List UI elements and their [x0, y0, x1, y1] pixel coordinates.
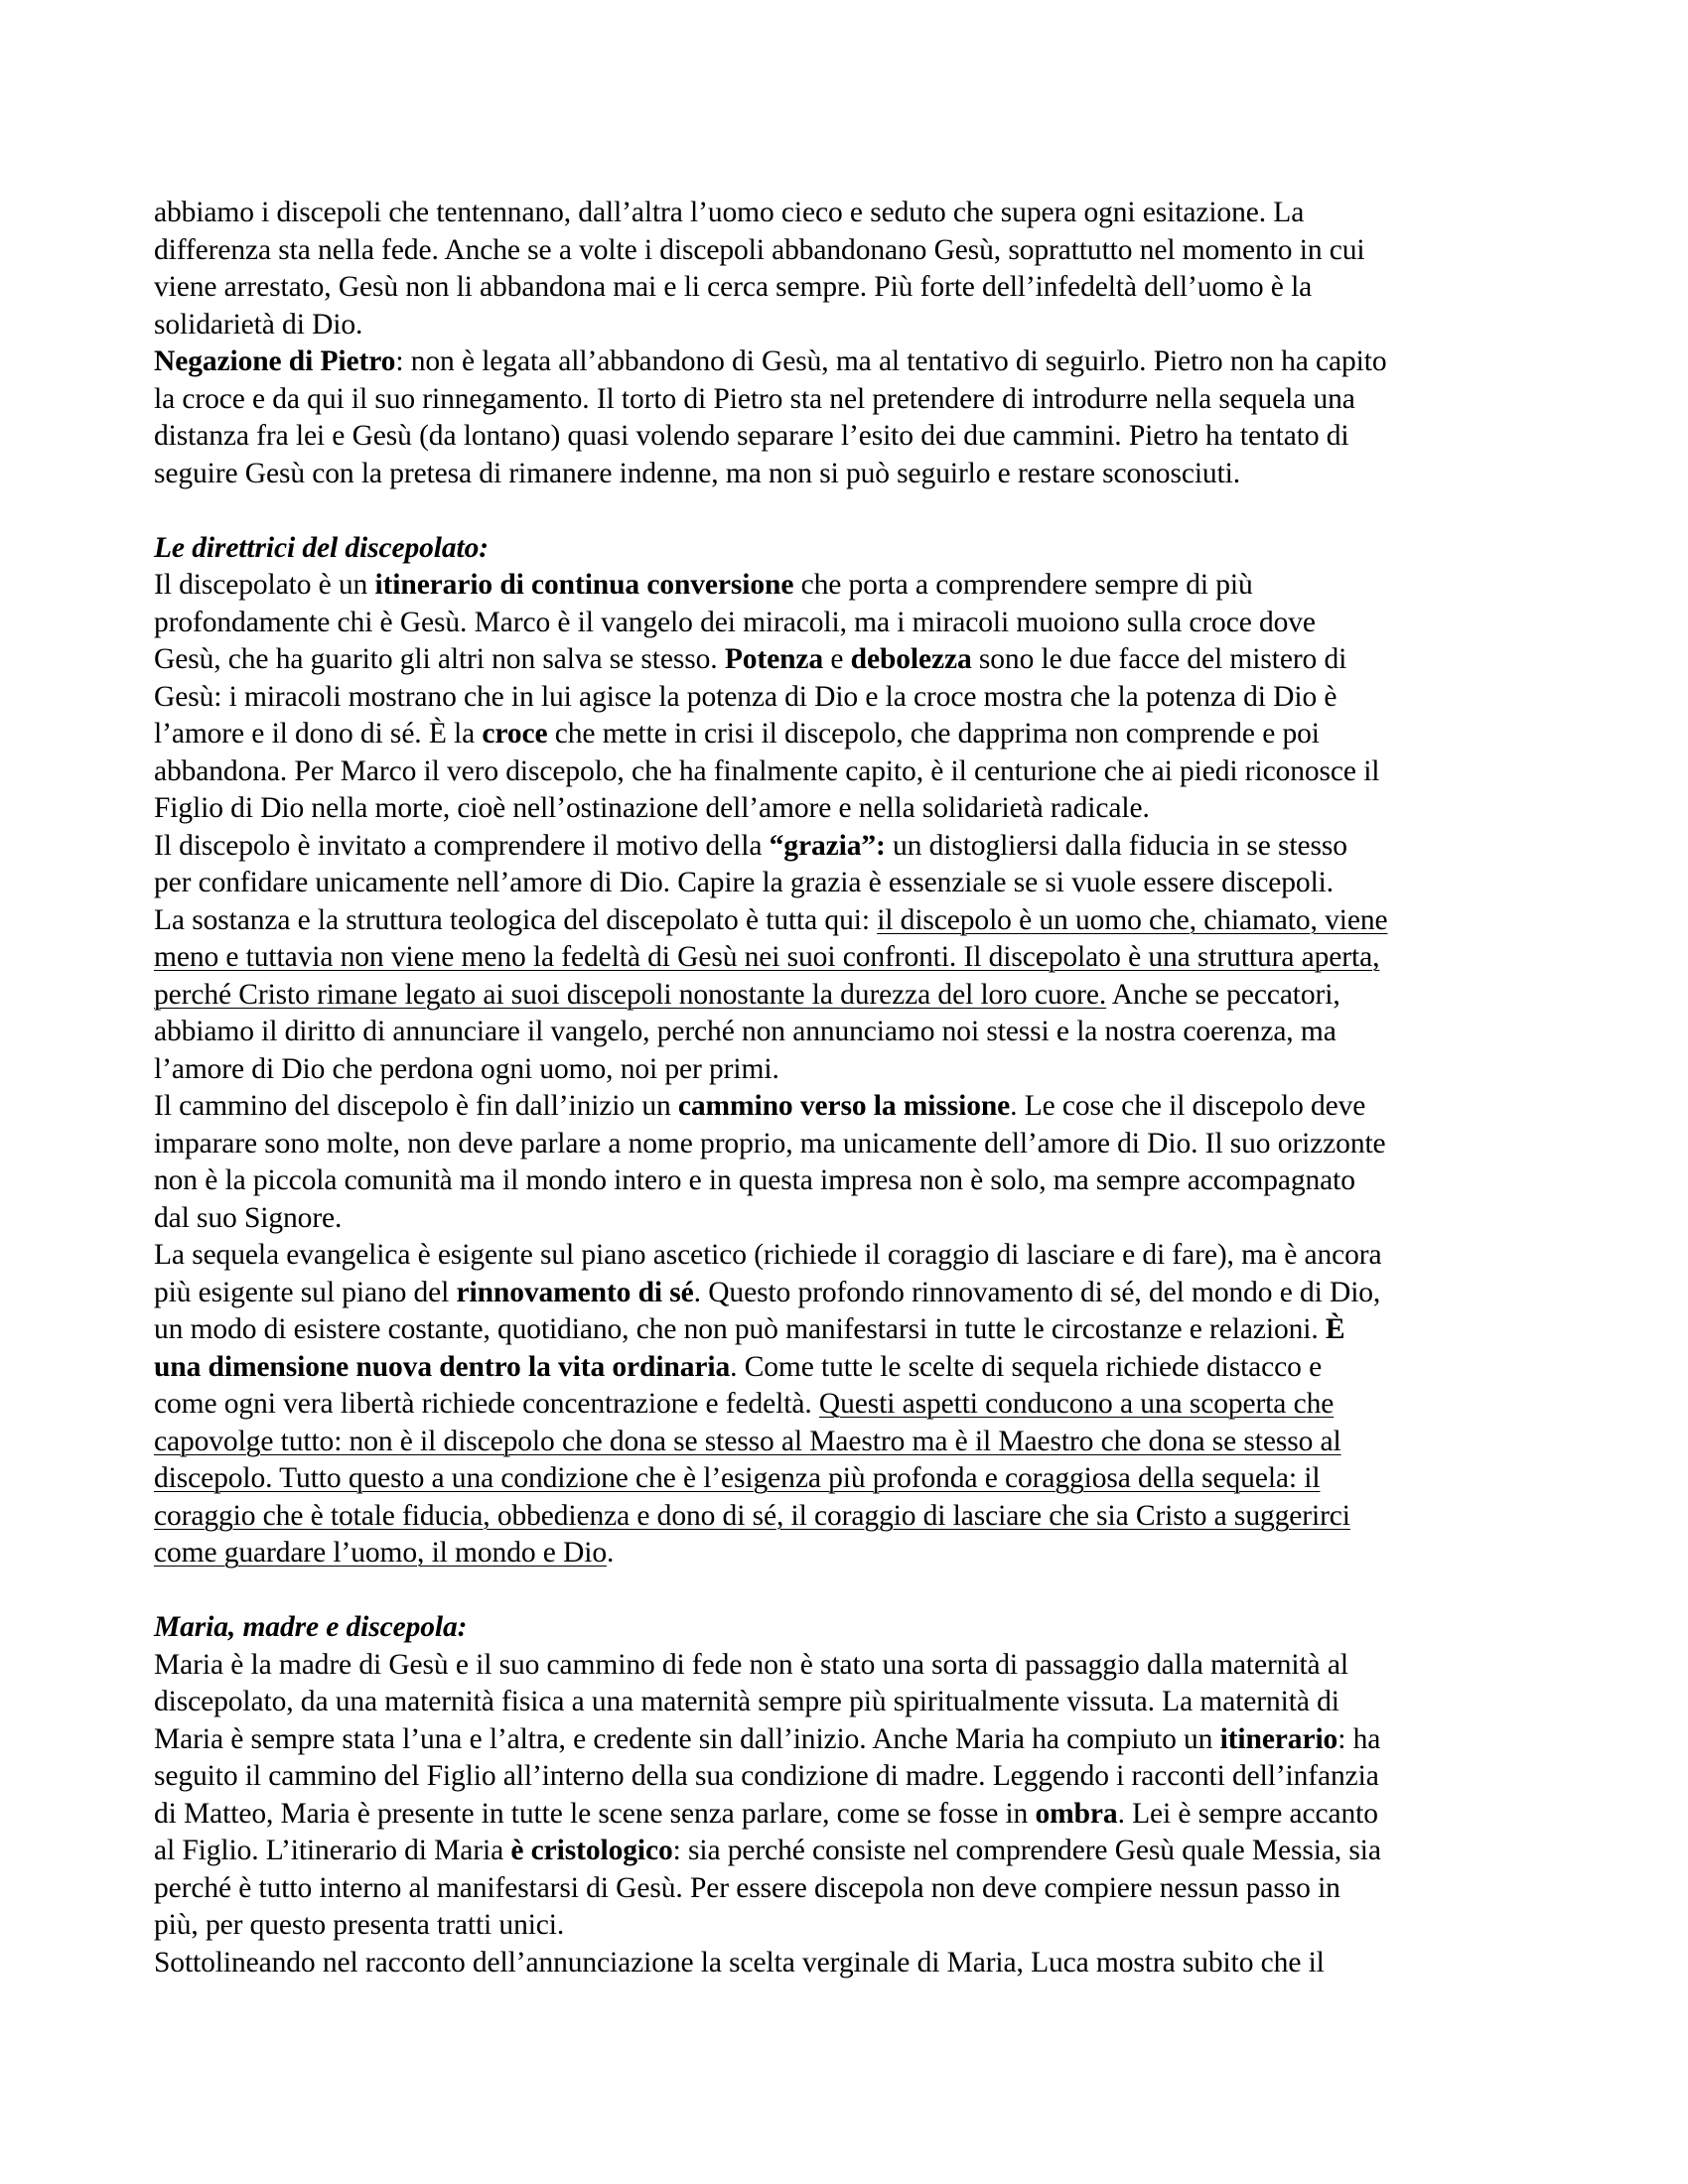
bold-term: itinerario di continua conversione: [374, 569, 794, 601]
bold-term: rinnovamento di sé: [456, 1276, 694, 1308]
text-segment: La sostanza e la struttura teologica del discepolato è tutta qui:: [154, 903, 878, 936]
text-segment: un distogliersi dalla fiducia in se stesso: [885, 829, 1347, 862]
text-line: seguire Gesù con la pretesa di rimanere indenne, ma non si può seguirlo e restare sconosciuti.: [154, 457, 1241, 489]
text-line: discepolato, da una maternità fisica a una maternità sempre più spiritualmente vissuta. La maternità di: [154, 1686, 1339, 1717]
text-segment: .: [606, 1537, 615, 1569]
text-line: [154, 1349, 1564, 1387]
bold-term: “grazia”:: [769, 829, 886, 862]
text-segment: che porta a comprendere sempre di più: [793, 569, 1253, 601]
text-line: [154, 939, 1564, 977]
text-segment: Anche se peccatori,: [1106, 978, 1340, 1011]
text-line: l’amore di Dio che perdona ogni uomo, noi per primi.: [154, 1052, 779, 1085]
text-segment: e: [823, 643, 851, 675]
text-segment: un modo di esistere costante, quotidiano, che non può manifestarsi in tutte le circostanze e relazioni.: [154, 1313, 1326, 1345]
text-line: [154, 1833, 1564, 1870]
text-line: [154, 1275, 1564, 1312]
text-line: più, per questo presenta tratti unici.: [154, 1909, 565, 1941]
bold-term: croce: [482, 718, 548, 750]
maria-paragraph-2: [154, 1945, 1564, 1982]
text-segment: Il cammino del discepolo è fin dall’inizio un: [154, 1090, 678, 1122]
bold-term: È: [1325, 1313, 1345, 1345]
text-segment: Gesù, che ha guarito gli altri non salva se stesso.: [154, 643, 725, 675]
text-line: dal suo Signore.: [154, 1201, 343, 1234]
text-line: [154, 828, 1564, 866]
text-line: Figlio di Dio nella morte, cioè nell’ostinazione dell’amore e nella solidarietà radicale.: [154, 792, 1150, 824]
paragraph-spacer: [154, 1572, 1564, 1610]
intro-paragraph: [154, 195, 1564, 343]
direttrici-paragraph-1: [154, 567, 1564, 828]
text-segment: Il discepolo è invitato a comprendere il motivo della: [154, 829, 770, 862]
underlined-text: capovolge tutto: non è il discepolo che dona se stesso al Maestro ma è il Maestro che dona se stesso al: [154, 1425, 1341, 1457]
text-line: profondamente chi è Gesù. Marco è il vangelo dei miracoli, ma i miracoli muoiono sulla croce dove: [154, 606, 1316, 638]
text-segment: : non è legata all’abbandono di Gesù, ma al tentativo di seguirlo. Pietro non ha capito: [395, 345, 1387, 377]
section-heading-maria: Maria, madre e discepola:: [154, 1611, 468, 1643]
text-line: Gesù: i miracoli mostrano che in lui agisce la potenza di Dio e la croce mostra che la potenza di Dio è: [154, 680, 1337, 713]
text-line: La sequela evangelica è esigente sul piano ascetico (richiede il coraggio di lasciare e di fare), ma è ancora: [154, 1239, 1382, 1271]
bold-term: itinerario: [1219, 1722, 1338, 1755]
text-segment: Il discepolato è un: [154, 569, 375, 601]
text-line: [154, 1424, 1564, 1461]
text-line: [154, 1796, 1564, 1834]
text-segment: . Le cose che il discepolo deve: [1010, 1090, 1366, 1122]
bold-term: è cristologico: [510, 1835, 673, 1866]
text-line: [154, 1386, 1564, 1424]
bold-term: ombra: [1035, 1797, 1118, 1830]
direttrici-paragraph-3: [154, 902, 1564, 1089]
underlined-text: perché Cristo rimane legato ai suoi discepoli nonostante la durezza del loro cuore.: [154, 978, 1107, 1011]
document-page: [154, 195, 1564, 1981]
text-segment: al Figlio. L’itinerario di Maria: [154, 1835, 511, 1866]
text-line: abbiamo il diritto di annunciare il vangelo, perché non annunciamo noi stessi e la nostra coerenza, ma: [154, 1016, 1336, 1047]
text-line: abbandona. Per Marco il vero discepolo, che ha finalmente capito, è il centurione che ai piedi riconosce il: [154, 754, 1380, 787]
text-line: [154, 343, 1564, 381]
text-segment: l’amore e il dono di sé. È la: [154, 718, 483, 750]
bold-term: una dimensione nuova dentro la vita ordinaria: [154, 1350, 731, 1383]
text-segment: . Lei è sempre accanto: [1117, 1797, 1378, 1830]
underlined-text: meno e tuttavia non viene meno la fedeltà di Gesù nei suoi confronti. Il discepolato è una struttura aperta,: [154, 941, 1380, 973]
underlined-text: discepolo. Tutto questo a una condizione che è l’esigenza più profonda e coraggiosa della sequela: il: [154, 1462, 1321, 1494]
text-line: [154, 1535, 1564, 1572]
text-segment: che mette in crisi il discepolo, che dapprima non comprende e poi: [547, 718, 1320, 750]
text-line: Maria è la madre di Gesù e il suo cammino di fede non è stato una sorta di passaggio dalla maternità al: [154, 1648, 1348, 1681]
text-line: distanza fra lei e Gesù (da lontano) quasi volendo separare l’esito dei due cammini. Pietro ha tentato di: [154, 420, 1349, 452]
text-line: differenza sta nella fede. Anche se a volte i discepoli abbandonano Gesù, soprattutto nel momento in cui: [154, 233, 1365, 266]
text-segment: : sia perché consiste nel comprendere Gesù quale Messia, sia: [672, 1835, 1381, 1866]
text-line: [154, 1088, 1564, 1126]
text-line: per confidare unicamente nell’amore di Dio. Capire la grazia è essenziale se si vuole essere discepoli.: [154, 867, 1335, 898]
text-line: non è la piccola comunità ma il mondo intero e in questa impresa non è solo, ma sempre accompagnato: [154, 1164, 1355, 1196]
text-line: imparare sono molte, non deve parlare a nome proprio, ma unicamente dell’amore di Dio. Il suo orizzonte: [154, 1127, 1386, 1160]
text-line: la croce e da qui il suo rinnegamento. Il torto di Pietro sta nel pretendere di introdurre nella sequela una: [154, 382, 1355, 415]
section-heading-direttrici: Le direttrici del discepolato:: [154, 531, 489, 564]
underlined-text: coraggio che è totale fiducia, obbedienza e dono di sé, il coraggio di lasciare che sia Cristo a suggerirci: [154, 1499, 1350, 1532]
direttrici-paragraph-5: [154, 1237, 1564, 1572]
direttrici-paragraph-4: [154, 1088, 1564, 1237]
paragraph-spacer: [154, 492, 1564, 530]
text-segment: Maria è sempre stata l’una e l’altra, e credente sin dall’inizio. Anche Maria ha compiuto un: [154, 1722, 1220, 1755]
text-segment: più esigente sul piano del: [154, 1276, 457, 1308]
direttrici-paragraph-2: [154, 828, 1564, 902]
text-line: [154, 1460, 1564, 1498]
text-segment: . Questo profondo rinnovamento di sé, del mondo e di Dio,: [693, 1276, 1381, 1308]
text-segment: : ha: [1337, 1722, 1381, 1755]
text-line: Sottolineando nel racconto dell’annunciazione la scelta verginale di Maria, Luca mostra subito che il: [154, 1946, 1325, 1979]
bold-term: debolezza: [850, 643, 972, 675]
underlined-text: come guardare l’uomo, il mondo e Dio: [154, 1537, 607, 1569]
text-line: viene arrestato, Gesù non li abbandona mai e li cerca sempre. Più forte dell’infedeltà dell’uomo è la: [154, 271, 1313, 303]
text-line: [154, 977, 1564, 1015]
text-line: solidarietà di Dio.: [154, 308, 363, 341]
maria-paragraph-1: [154, 1647, 1564, 1945]
bold-term: cammino verso la missione: [677, 1090, 1011, 1122]
text-line: [154, 1311, 1564, 1349]
text-segment: sono le due facce del mistero di: [971, 643, 1347, 675]
pietro-label: Negazione di Pietro: [154, 345, 396, 377]
bold-term: Potenza: [724, 643, 824, 675]
text-segment: . Come tutte le scelte di sequela richiede distacco e: [730, 1350, 1323, 1383]
text-line: [154, 902, 1564, 940]
text-line: perché è tutto interno al manifestarsi di Gesù. Per essere discepola non deve compiere nessun passo in: [154, 1871, 1340, 1904]
text-line: [154, 641, 1564, 679]
text-line: abbiamo i discepoli che tentennano, dall’altra l’uomo cieco e seduto che supera ogni esitazione. La: [154, 197, 1305, 228]
pietro-paragraph: [154, 343, 1564, 492]
underlined-text: il discepolo è un uomo che, chiamato, viene: [877, 903, 1388, 936]
text-line: [154, 1498, 1564, 1536]
text-line: [154, 716, 1564, 753]
text-line: seguito il cammino del Figlio all’interno della sua condizione di madre. Leggendo i racconti dell’infanzia: [154, 1760, 1379, 1792]
text-line: [154, 567, 1564, 605]
text-segment: come ogni vera libertà richiede concentrazione e fedeltà.: [154, 1388, 819, 1420]
underlined-text: Questi aspetti conducono a una scoperta che: [818, 1388, 1335, 1420]
text-line: [154, 1721, 1564, 1759]
text-segment: di Matteo, Maria è presente in tutte le scene senza parlare, come se fosse in: [154, 1797, 1036, 1830]
